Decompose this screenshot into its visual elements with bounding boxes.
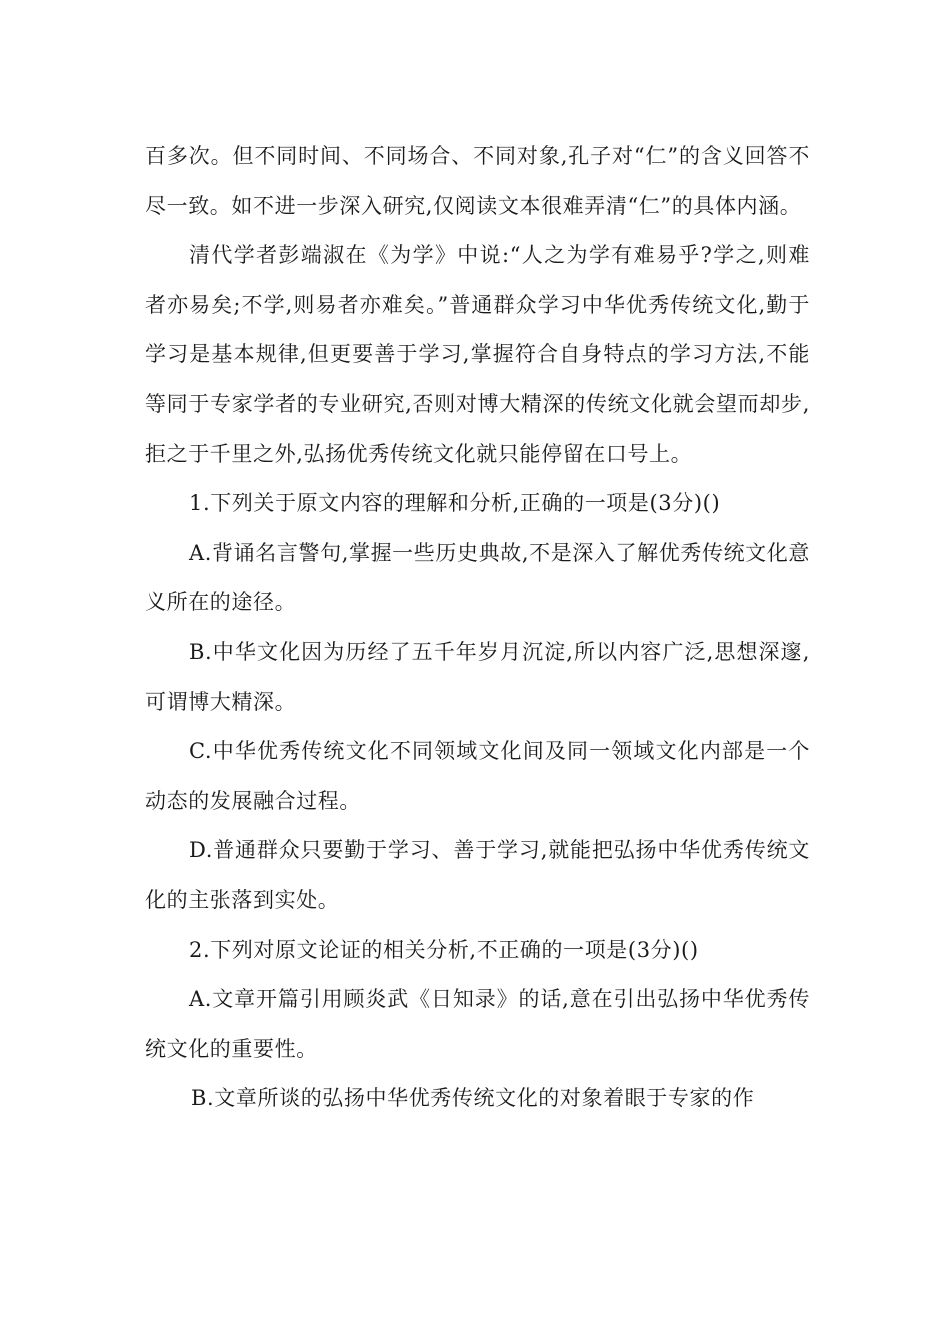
question-1-option-b: B.中华文化因为历经了五千年岁月沉淀,所以内容广泛,思想深邃,可谓博大精深。	[145, 639, 810, 714]
paragraph-peng-duanshu: 清代学者彭端淑在《为学》中说:“人之为学有难易乎?学之,则难者亦易矣;不学,则易者亦难矣。”普通群众学习中华优秀传统文化,勤于学习是基本规律,但更要善于学习,掌握符合自身特点的学习方法,不能等同于专家学者的专业研究,否则对博大精深的传统文化就会望而却步,拒之于千里之外,弘扬优秀传统文化就只能停留在口号上。	[145, 243, 810, 466]
question-1-stem: 1.下列关于原文内容的理解和分析,正确的一项是(3分)()	[189, 491, 721, 516]
question-2-option-b: B.文章所谈的弘扬中华优秀传统文化的对象着眼于专家的作	[191, 1086, 755, 1111]
question-1-option-d: D.普通群众只要勤于学习、善于学习,就能把弘扬中华优秀传统文化的主张落到实处。	[145, 838, 810, 912]
document-body	[145, 132, 810, 1124]
question-2-option-a: A.文章开篇引用顾炎武《日知录》的话,意在引出弘扬中华优秀传统文化的重要性。	[145, 987, 810, 1061]
question-1-option-a: A.背诵名言警句,掌握一些历史典故,不是深入了解优秀传统文化意义所在的途径。	[145, 540, 810, 615]
question-1-option-c: C.中华优秀传统文化不同领域文化间及同一领域文化内部是一个动态的发展融合过程。	[145, 739, 810, 813]
question-2-stem: 2.下列对原文论证的相关分析,不正确的一项是(3分)()	[189, 937, 699, 962]
paragraph-continuation: 百多次。但不同时间、不同场合、不同对象,孔子对“仁”的含义回答不尽一致。如不进一步深入研究,仅阅读文本很难弄清“仁”的具体内涵。	[145, 144, 810, 218]
